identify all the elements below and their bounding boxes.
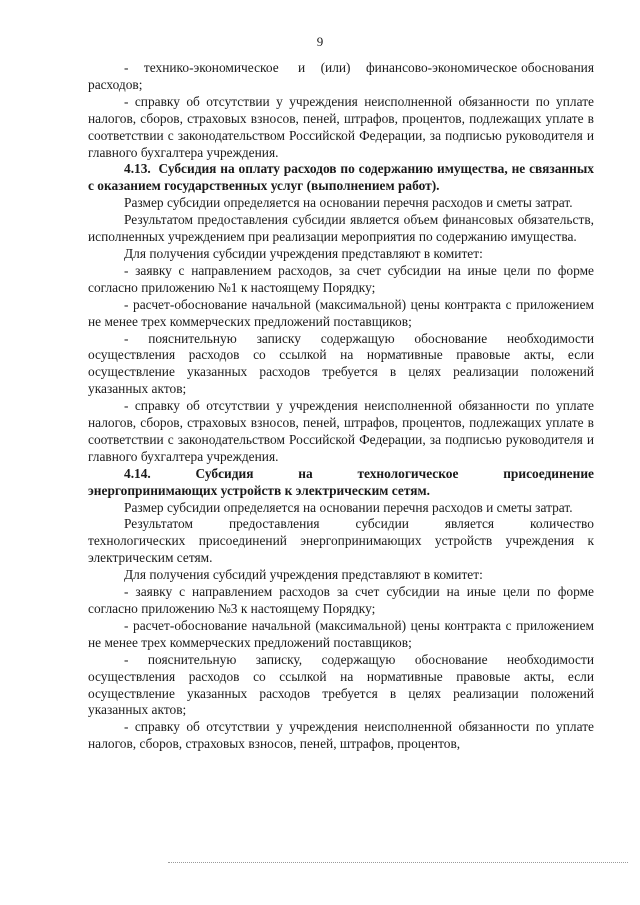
paragraph: Размер субсидии определяется на основании перечня расходов и сметы затрат. xyxy=(124,195,573,211)
list-item: - заявку с направлением расходов, за счет субсидии на иные цели по форме согласно приложению №1 к настоящему Порядку; xyxy=(88,262,594,295)
section-heading: 4.14. Субсидия на технологическое присоединение энергопринимающих устройств к электрическим сетям. xyxy=(88,465,594,498)
list-item: - пояснительную записку, содержащую обоснование необходимости осуществления расходов со ссылкой на нормативные правовые акты, если осуществление указанных расходов требуется в целях реализации положений указанных актов; xyxy=(88,651,594,718)
list-item: - справку об отсутствии у учреждения неисполненной обязанности по уплате налогов, сборов, страховых взносов, пеней, штрафов, процентов, xyxy=(88,719,594,752)
paragraph: - технико-экономическое и (или) финансово-экономическое обоснования расходов; xyxy=(88,60,594,92)
document-body xyxy=(88,60,594,753)
list-item: - расчет-обоснование начальной (максимальной) цены контракта с приложением не менее трех коммерческих предложений поставщиков; xyxy=(88,296,594,329)
list-item: - расчет-обоснование начальной (максимальной) цены контракта с приложением не менее трех коммерческих предложений поставщиков; xyxy=(88,617,594,650)
scan-edge-line xyxy=(168,862,628,863)
list-item: - заявку с направлением расходов за счет субсидии на иные цели по форме согласно приложению №3 к настоящему Порядку; xyxy=(88,584,594,616)
paragraph: Для получения субсидии учреждения представляют в комитет: xyxy=(124,245,483,261)
paragraph: Для получения субсидий учреждения представляют в комитет: xyxy=(124,567,483,583)
paragraph: Размер субсидии определяется на основании перечня расходов и сметы затрат. xyxy=(124,499,573,515)
paragraph: Результатом предоставления субсидии является объем финансовых обязательств, исполненных учреждением при реализации мероприятия по содержанию имущества. xyxy=(88,212,594,245)
section-heading: 4.13. Субсидия на оплату расходов по содержанию имущества, не связанных с оказанием государственных услуг (выполнением работ). xyxy=(88,161,594,194)
list-item: - пояснительную записку содержащую обоснование необходимости осуществления расходов со ссылкой на нормативные правовые акты, если осуществление указанных расходов требуется в целях реализации положений указанных актов; xyxy=(88,330,594,397)
paragraph: Результатом предоставления субсидии является количество технологических присоединений энергопринимающих устройств учреждения к электрическим сетям. xyxy=(88,516,594,566)
page-number: 9 xyxy=(316,34,324,49)
list-item: - справку об отсутствии у учреждения неисполненной обязанности по уплате налогов, сборов, страховых взносов, пеней, штрафов, процентов, подлежащих уплате в соответствии с законодательством Российской Федерации, за подписью руководителя и главного бухгалтера учреждения. xyxy=(88,398,594,464)
paragraph: - справку об отсутствии у учреждения неисполненной обязанности по уплате налогов, сборов, страховых взносов, пеней, штрафов, процентов, подлежащих уплате в соответствии с законодательством Российской Федерации, за подписью руководителя и главного бухгалтера учреждения. xyxy=(88,93,594,160)
